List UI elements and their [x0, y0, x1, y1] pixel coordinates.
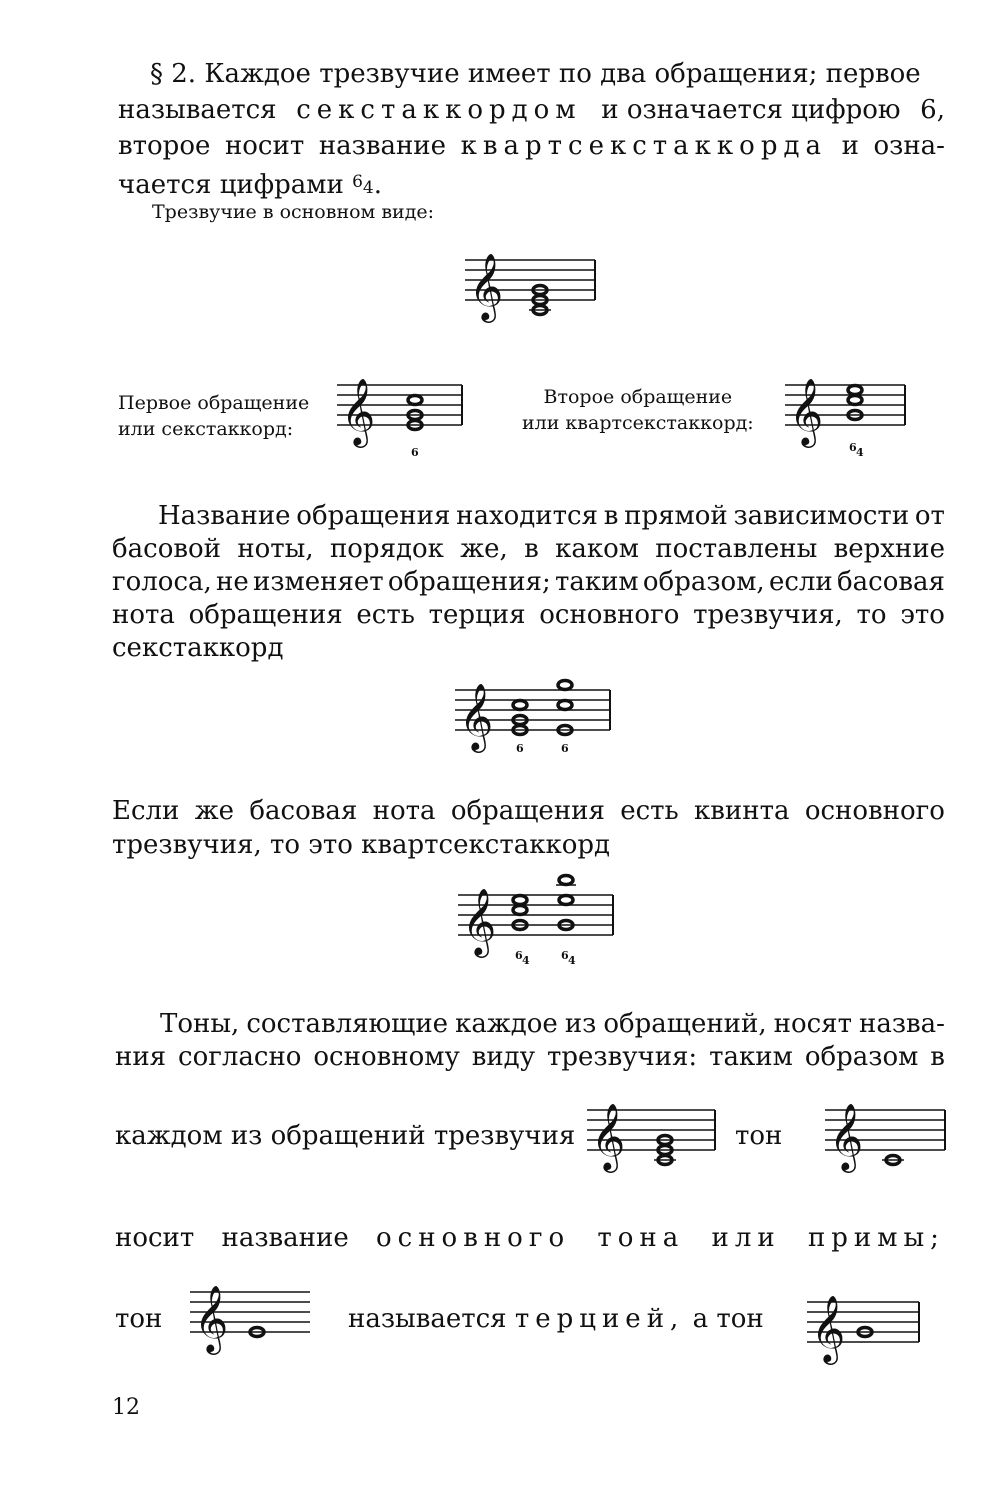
para2-line3: голоса, не изменяет обращения; таким образом, если басовая	[112, 567, 945, 597]
treble-clef-icon: 𝄞	[469, 252, 504, 320]
staff-note-root	[815, 1090, 955, 1180]
para2-line5: секстаккорд	[112, 633, 284, 663]
para1-line4: чается цифрами $^6$4.	[118, 170, 382, 200]
para4-line3-a: каждом из обращений трезвучия	[115, 1121, 576, 1151]
staff-triad-small	[577, 1090, 727, 1180]
figure-label: 6	[411, 446, 419, 459]
staff-first-inversion	[327, 365, 477, 460]
para4-line3-b: тон	[735, 1121, 783, 1151]
treble-clef-icon: 𝄞	[829, 1102, 864, 1170]
treble-clef-icon: 𝄞	[194, 1284, 229, 1352]
figure-label-sub: 4	[568, 954, 576, 967]
para2-line1: Название обращения находится в прямой зависимости от	[158, 501, 945, 531]
staff-root-triad	[455, 240, 605, 330]
treble-clef-icon: 𝄞	[789, 377, 824, 445]
figure-label-big: 6	[849, 441, 857, 454]
para4-line5-b: называется терцией, а тон	[348, 1304, 764, 1334]
figure-label-big: 6	[515, 949, 523, 962]
treble-clef-icon: 𝄞	[811, 1294, 846, 1362]
para1-line1: § 2. Каждое трезвучие имеет по два обращения; первое	[150, 59, 921, 89]
staff-note-third	[180, 1272, 320, 1362]
figure-label: 6	[516, 742, 524, 755]
para4-line4: носит название основного тона или примы;	[115, 1223, 945, 1253]
para4-line5-a: тон	[115, 1304, 163, 1334]
para1-line3: второе носит название квартсекстаккорда и озна-	[118, 131, 945, 161]
figure-label-sub: 4	[522, 954, 530, 967]
term-sextachord: секстаккордом	[296, 95, 582, 125]
chord-sextachord-2	[558, 681, 572, 735]
para3-line2: трезвучия, то это квартсекстаккорд	[112, 830, 611, 860]
caption-second-inversion: Второе обращение или квартсекстаккорд:	[522, 386, 754, 434]
term-quartsextachord: квартсекстаккорда	[460, 131, 827, 161]
staff-quartsextachords	[448, 865, 623, 975]
figure-label-sub: 4	[856, 446, 864, 459]
para4-line2: ния согласно основному виду трезвучия: таким образом в	[115, 1042, 945, 1072]
para4-line1: Тоны, составляющие каждое из обращений, носят назва-	[160, 1009, 945, 1039]
staff-sextachords	[445, 670, 620, 765]
staff-note-fifth	[797, 1282, 937, 1372]
para2-line2: басовой ноты, порядок же, в каком поставлены верхние	[112, 534, 945, 564]
caption-root-position: Трезвучие в основном виде:	[152, 201, 435, 223]
para1-line2: называется секстаккордом и означается цифрою 6,	[118, 95, 945, 125]
treble-clef-icon: 𝄞	[459, 682, 494, 750]
treble-clef-icon: 𝄞	[591, 1102, 626, 1170]
staff-second-inversion	[775, 365, 925, 460]
treble-clef-icon: 𝄞	[462, 887, 497, 955]
chord-quartsextachord-2	[559, 876, 573, 930]
para3-line1: Если же басовая нота обращения есть квинта основного	[112, 796, 945, 826]
para2-line4: нота обращения есть терция основного трезвучия, то это	[112, 600, 945, 630]
treble-clef-icon: 𝄞	[341, 377, 376, 445]
page-number: 12	[112, 1395, 140, 1420]
caption-first-inversion: Первое обращение или секстаккорд:	[118, 392, 310, 440]
figure-label-big: 6	[561, 949, 569, 962]
figure-label: 6	[561, 742, 569, 755]
